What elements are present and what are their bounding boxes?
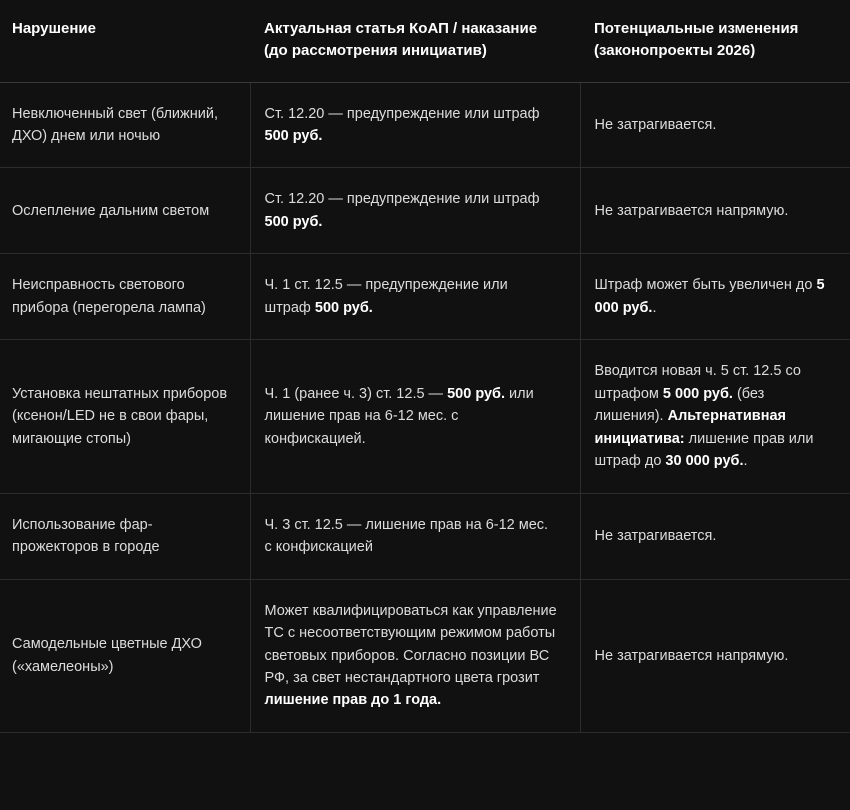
table-header-row	[0, 0, 850, 82]
cell-violation: Неисправность светового прибора (перегорела лампа)	[0, 254, 250, 340]
cell-potential-changes: Штраф может быть увеличен до 5 000 руб..	[580, 254, 850, 340]
table-row	[0, 254, 850, 340]
column-header-current-article-line-1: Актуальная статья КоАП / наказание	[264, 20, 538, 37]
column-header-violation-line-1: Нарушение	[12, 20, 96, 37]
cell-violation: Установка нештатных приборов (ксенон/LED не в свои фары, мигающие стопы)	[0, 340, 250, 493]
cell-current-article: Ст. 12.20 — предупреждение или штраф 500 руб.	[250, 168, 580, 254]
cell-current-article: Ч. 3 ст. 12.5 — лишение прав на 6-12 мес. с конфискацией	[250, 493, 580, 579]
table-row	[0, 168, 850, 254]
cell-current-article: Может квалифицироваться как управление ТС с несоответствующим режимом работы световых приборов. Согласно позиции ВС РФ, за свет нестандартного цвета грозит лишение прав до 1 года.	[250, 579, 580, 732]
table-row	[0, 579, 850, 732]
cell-violation: Ослепление дальним светом	[0, 168, 250, 254]
cell-potential-changes: Не затрагивается.	[580, 82, 850, 168]
table-row	[0, 493, 850, 579]
column-header-potential-changes-line-1: Потенциальные изменения	[594, 20, 799, 37]
table-row	[0, 340, 850, 493]
table-body	[0, 82, 850, 732]
cell-current-article: Ч. 1 (ранее ч. 3) ст. 12.5 — 500 руб. или лишение прав на 6-12 мес. с конфискацией.	[250, 340, 580, 493]
cell-potential-changes: Не затрагивается напрямую.	[580, 579, 850, 732]
column-header-current-article-line-2: (до рассмотрения инициатив)	[264, 41, 487, 59]
cell-potential-changes: Не затрагивается.	[580, 493, 850, 579]
cell-violation: Самодельные цветные ДХО («хамелеоны»)	[0, 579, 250, 732]
cell-violation: Использование фар-прожекторов в городе	[0, 493, 250, 579]
cell-potential-changes: Не затрагивается напрямую.	[580, 168, 850, 254]
cell-violation: Невключенный свет (ближний, ДХО) днем или ночью	[0, 82, 250, 168]
cell-current-article: Ст. 12.20 — предупреждение или штраф 500 руб.	[250, 82, 580, 168]
column-header-potential-changes	[580, 0, 850, 82]
cell-current-article: Ч. 1 ст. 12.5 — предупреждение или штраф 500 руб.	[250, 254, 580, 340]
column-header-violation	[0, 0, 250, 82]
cell-potential-changes: Вводится новая ч. 5 ст. 12.5 со штрафом 5 000 руб. (без лишения). Альтернативная инициатива: лишение прав или штраф до 30 000 руб..	[580, 340, 850, 493]
column-header-current-article	[250, 0, 580, 82]
table-row	[0, 82, 850, 168]
column-header-potential-changes-line-2: (законопроекты 2026)	[594, 41, 756, 59]
